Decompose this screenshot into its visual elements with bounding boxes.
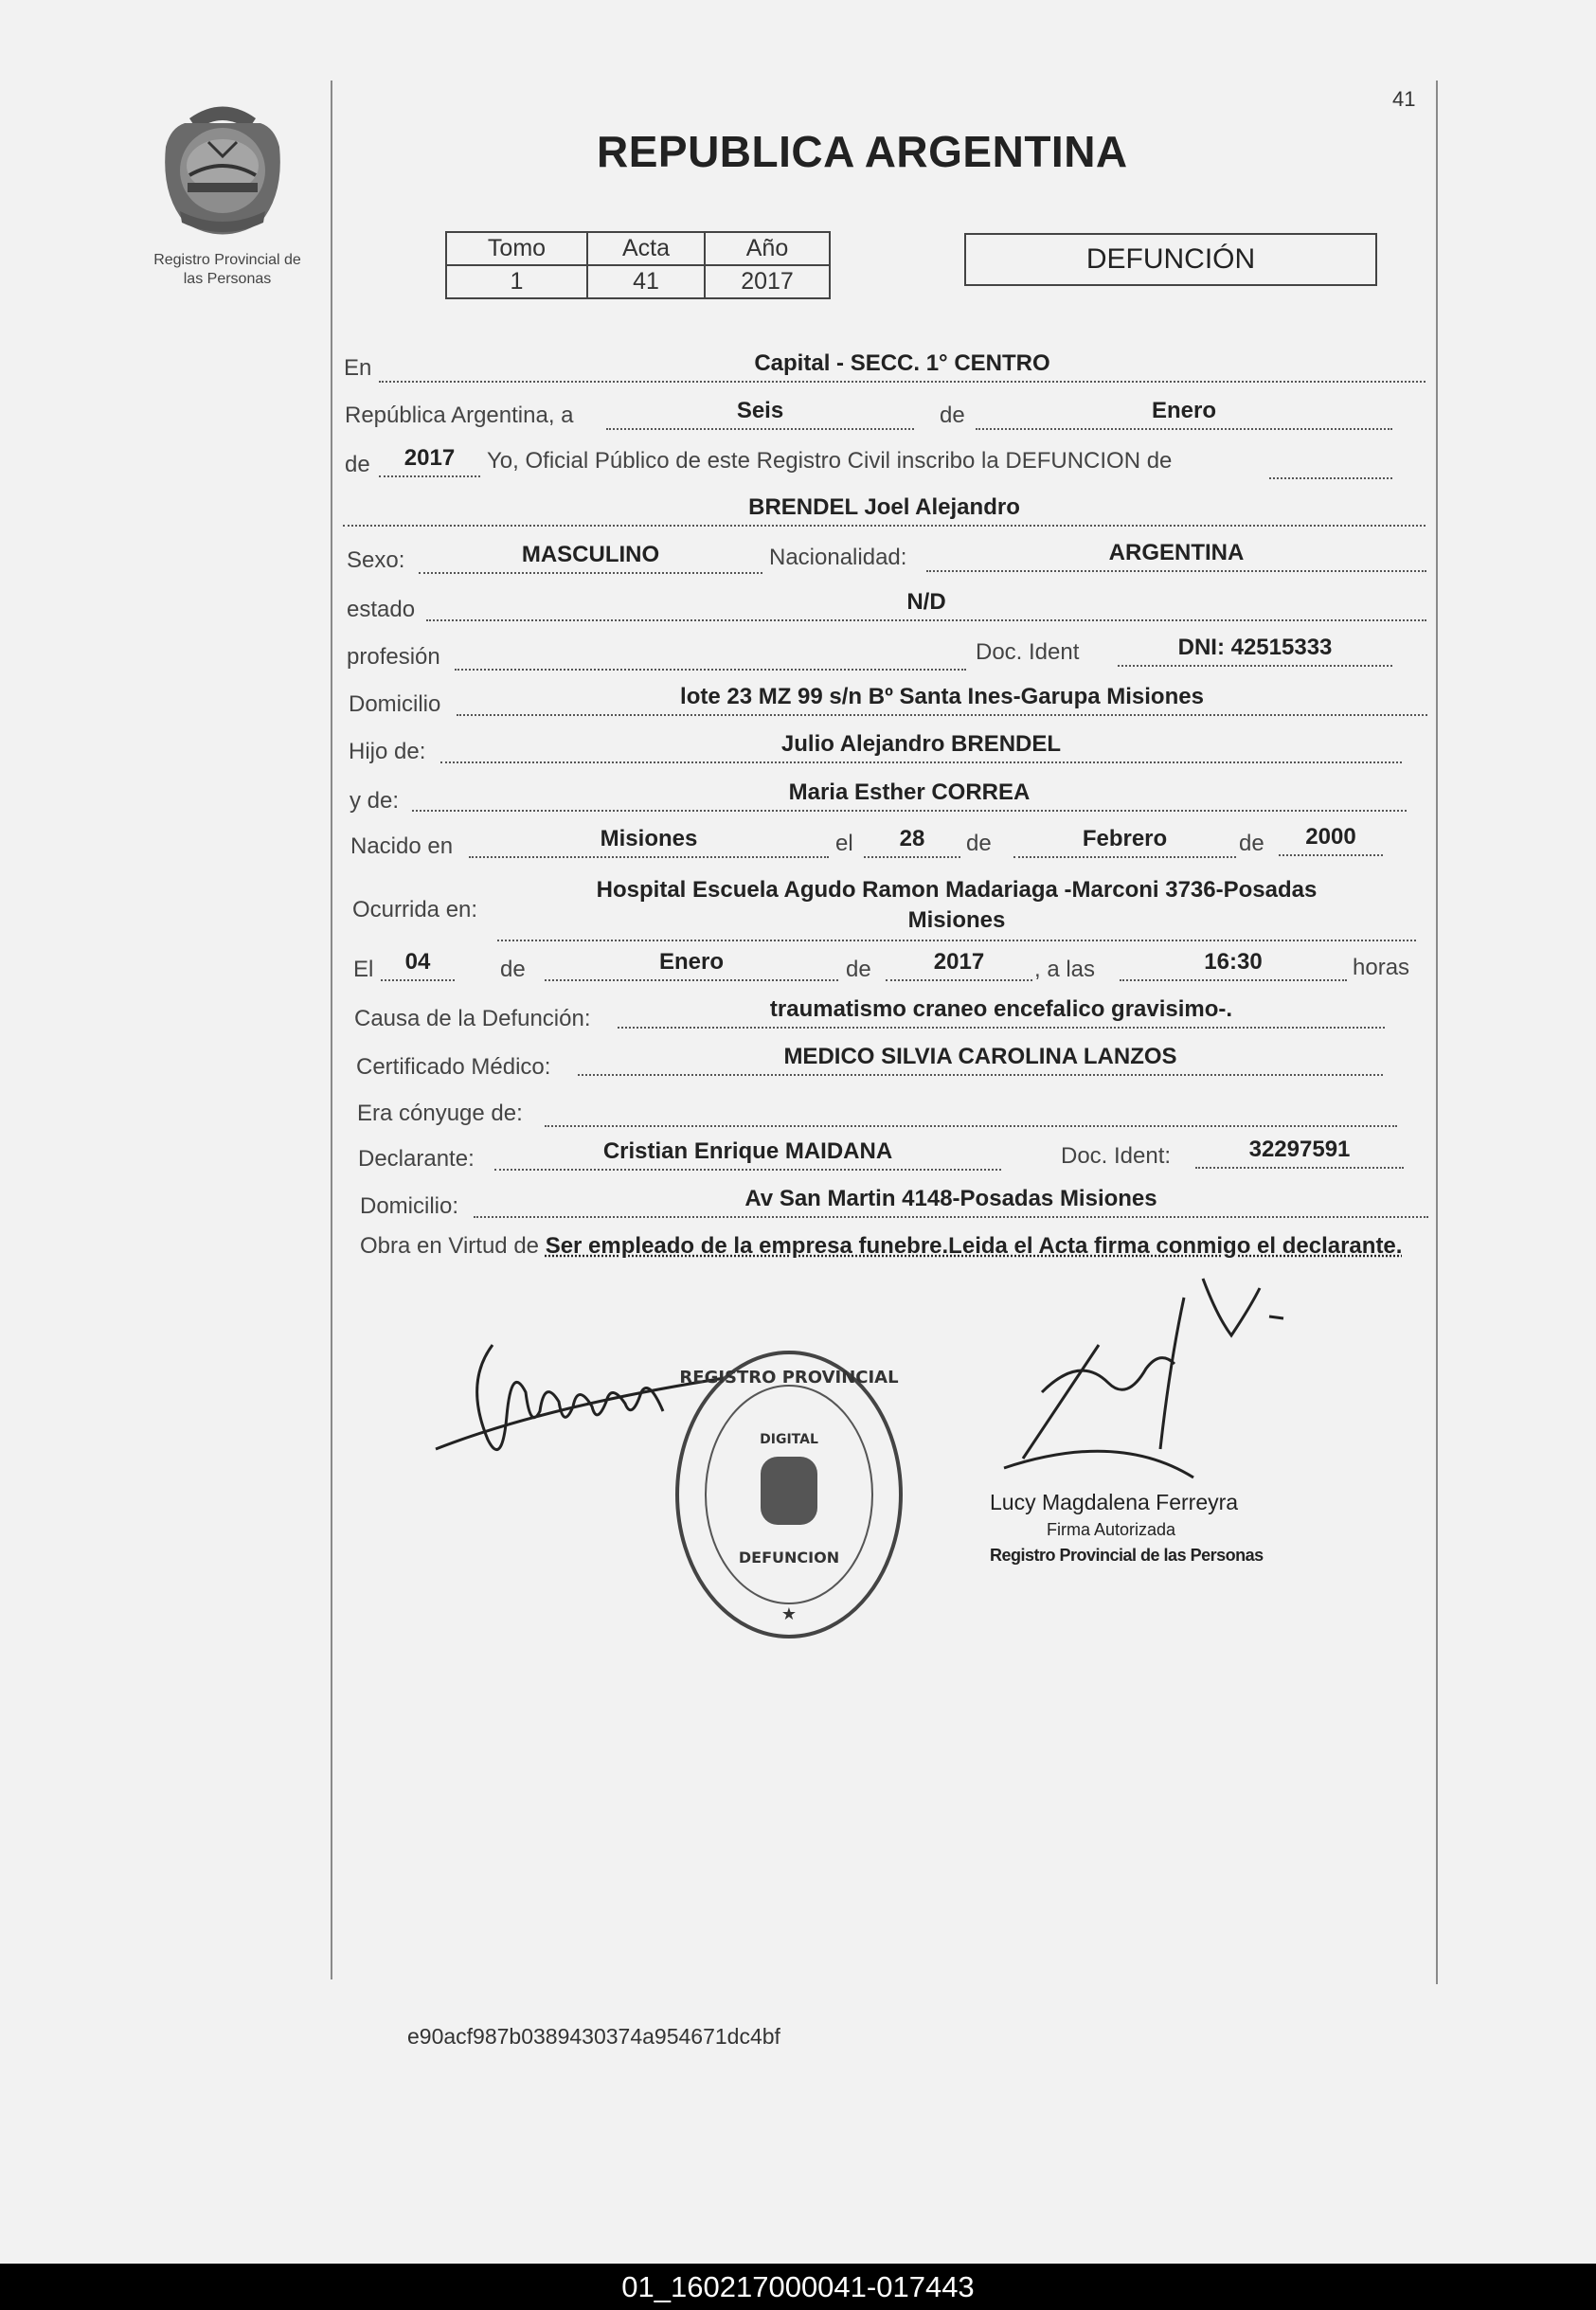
field-fallecio-anio	[886, 949, 1032, 981]
svg-text:DEFUNCION: DEFUNCION	[738, 1549, 840, 1567]
value-nacionalidad: ARGENTINA	[1108, 540, 1245, 565]
value-fallecio-hora: 16:30	[1204, 949, 1263, 975]
footer-id-bar	[0, 2264, 1596, 2310]
value-declarante: Cristian Enrique MAIDANA	[602, 1138, 893, 1164]
label-causa: Causa de la Defunción:	[354, 1006, 591, 1031]
document-hash: e90acf987b0389430374a954671dc4bf	[407, 2024, 780, 2049]
label-a-las: , a las	[1034, 957, 1096, 982]
field-lugar	[379, 350, 1426, 383]
field-estado	[426, 589, 1426, 621]
label-sexo: Sexo:	[347, 547, 405, 573]
field-declarante-doc	[1195, 1137, 1404, 1169]
field-sexo	[419, 542, 762, 574]
page-title: REPUBLICA ARGENTINA	[597, 127, 1128, 176]
record-table	[445, 231, 831, 299]
svg-text:★: ★	[780, 1604, 798, 1624]
field-conyuge	[545, 1095, 1397, 1127]
field-causa	[618, 996, 1385, 1029]
label-de-mes: de	[940, 403, 965, 428]
value-tomo: 1	[446, 265, 587, 298]
value-padre: Julio Alejandro BRENDEL	[780, 731, 1062, 757]
label-profesion: profesión	[347, 644, 440, 670]
value-fallecio-mes: Enero	[658, 949, 724, 975]
label-en: En	[344, 355, 372, 381]
label-declarante: Declarante:	[358, 1146, 475, 1172]
signer-name: Lucy Magdalena Ferreyra	[990, 1490, 1239, 1514]
official-seal-stamp	[671, 1343, 907, 1646]
value-certificado: MEDICO SILVIA CAROLINA LANZOS	[783, 1044, 1177, 1069]
signer-role: Firma Autorizada	[1047, 1520, 1176, 1539]
value-ocurrida-en	[497, 875, 1416, 936]
value-nacido-dia: 28	[899, 826, 925, 851]
value-causa: traumatismo craneo encefalico gravisimo-.	[769, 996, 1233, 1022]
label-hijo-de: Hijo de:	[349, 739, 426, 764]
value-nacido-anio: 2000	[1305, 824, 1356, 850]
label-nacido-en: Nacido en	[350, 833, 454, 859]
field-blank-yo	[1269, 447, 1392, 479]
record-table-value-row	[446, 265, 830, 298]
value-estado: N/D	[906, 589, 946, 615]
record-table-header-row	[446, 232, 830, 265]
field-domicilio	[457, 684, 1427, 716]
label-el: el	[835, 831, 853, 856]
field-nacido-dia	[864, 826, 960, 858]
value-nombre: BRENDEL Joel Alejandro	[748, 494, 1020, 520]
svg-text:REGISTRO PROVINCIAL: REGISTRO PROVINCIAL	[679, 1368, 899, 1388]
field-padre	[440, 731, 1402, 763]
value-declarante-doc: 32297591	[1248, 1137, 1351, 1162]
field-nacido-mes	[1013, 826, 1236, 858]
official-signature	[966, 1260, 1288, 1496]
label-y-de: y de:	[350, 788, 400, 814]
value-sexo: MASCULINO	[521, 542, 660, 567]
label-yo-oficial: Yo, Oficial Público de este Registro Civil inscribo la DEFUNCION de	[487, 448, 1173, 474]
label-certificado: Certificado Médico:	[356, 1054, 551, 1080]
field-fallecio-mes	[545, 949, 838, 981]
value-dia-registro: Seis	[736, 398, 784, 423]
field-nacido-en	[469, 826, 829, 858]
field-fallecio-hora	[1120, 949, 1347, 981]
label-republica: República Argentina, a	[345, 403, 574, 428]
document-type-box: DEFUNCIÓN	[964, 233, 1377, 286]
page-number: 41	[1392, 87, 1416, 111]
field-nombre	[343, 494, 1426, 527]
signer-organization: Registro Provincial de las Personas	[990, 1546, 1264, 1565]
label-estado: estado	[347, 597, 416, 622]
label-domicilio: Domicilio	[349, 691, 441, 717]
svg-text:DIGITAL: DIGITAL	[760, 1432, 818, 1447]
value-nacido-en: Misiones	[600, 826, 698, 851]
field-ocurrida-en	[497, 871, 1416, 941]
label-nacionalidad: Nacionalidad:	[769, 545, 907, 570]
header-anio: Año	[705, 232, 830, 265]
province-crest-logo	[142, 90, 303, 246]
value-madre: Maria Esther CORREA	[788, 779, 1031, 805]
value-fallecio-dia: 04	[404, 949, 431, 975]
field-doc-ident	[1118, 635, 1392, 667]
field-madre	[412, 779, 1407, 812]
crest-caption-line1: Registro Provincial de	[153, 252, 301, 268]
header-tomo: Tomo	[446, 232, 587, 265]
label-doc-ident-declarante: Doc. Ident:	[1061, 1143, 1172, 1169]
crest-caption-line2: las Personas	[183, 271, 272, 287]
value-obra: Ser empleado de la empresa funebre.Leida el Acta firma conmigo el declarante.	[545, 1233, 1403, 1259]
footer-id: 01_160217000041-017443	[621, 2270, 975, 2303]
field-profesion	[455, 638, 966, 671]
right-margin-line	[1436, 81, 1438, 1984]
field-anio-registro	[379, 445, 480, 477]
label-obra: Obra en Virtud de	[360, 1233, 540, 1259]
crest-caption	[123, 251, 332, 289]
field-fallecio-dia	[381, 949, 455, 981]
field-mes-registro	[976, 398, 1392, 430]
left-margin-line	[331, 81, 332, 1979]
label-de-fallecio-anio: de	[846, 957, 871, 982]
value-declarante-domicilio: Av San Martin 4148-Posadas Misiones	[744, 1186, 1157, 1211]
value-domicilio: lote 23 MZ 99 s/n Bº Santa Ines-Garupa Misiones	[680, 684, 1204, 709]
value-anio: 2017	[705, 265, 830, 298]
label-de-nacido-mes: de	[966, 831, 992, 856]
field-declarante-domicilio	[474, 1186, 1428, 1218]
value-ocurrida-line1: Hospital Escuela Agudo Ramon Madariaga -Marconi 3736-Posadas	[596, 877, 1318, 903]
field-certificado	[578, 1044, 1383, 1076]
value-mes-registro: Enero	[1151, 398, 1216, 423]
field-declarante	[494, 1138, 1001, 1171]
field-nacido-anio	[1279, 824, 1383, 856]
value-doc-ident: DNI: 42515333	[1177, 635, 1333, 660]
label-doc-ident: Doc. Ident	[976, 639, 1080, 665]
value-lugar: Capital - SECC. 1° CENTRO	[754, 350, 1050, 376]
header-acta: Acta	[587, 232, 705, 265]
value-acta: 41	[587, 265, 705, 298]
value-fallecio-anio: 2017	[933, 949, 985, 975]
label-ocurrida-en: Ocurrida en:	[352, 897, 478, 922]
label-el-fallecio: El	[353, 957, 374, 982]
label-domicilio-declarante: Domicilio:	[360, 1193, 459, 1219]
label-conyuge: Era cónyuge de:	[357, 1101, 523, 1126]
value-nacido-mes: Febrero	[1082, 826, 1168, 851]
value-anio-registro: 2017	[403, 445, 456, 471]
value-ocurrida-line2: Misiones	[907, 907, 1006, 933]
label-horas: horas	[1353, 955, 1410, 980]
field-nacionalidad	[926, 540, 1426, 572]
label-de-fallecio-mes: de	[500, 957, 526, 982]
field-dia-registro	[606, 398, 914, 430]
label-de-anio: de	[345, 452, 370, 477]
label-de-nacido-anio: de	[1239, 831, 1264, 856]
obra-en-virtud	[360, 1229, 1430, 1263]
